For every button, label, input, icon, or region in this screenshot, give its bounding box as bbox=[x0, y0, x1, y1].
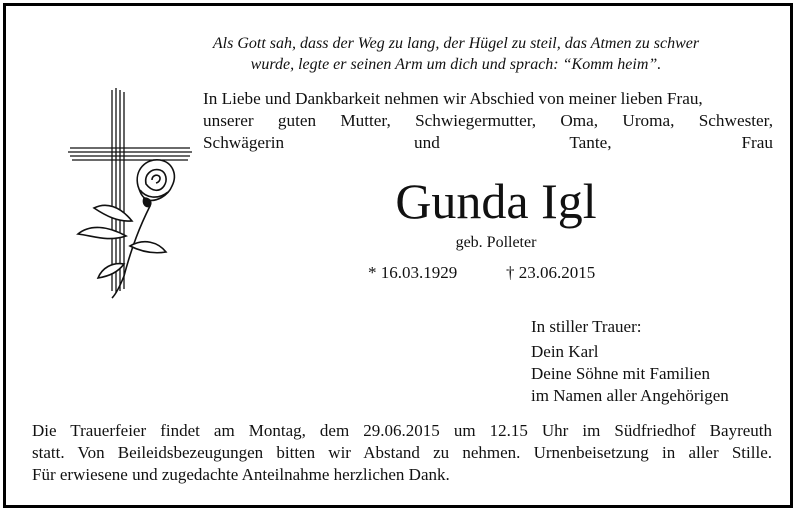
mourner-line-2: Deine Söhne mit Familien bbox=[531, 364, 710, 383]
quote-line-2: wurde, legte er seinen Arm um dich und sprach: “Komm heim”. bbox=[250, 56, 662, 73]
mourner-line-3: im Namen aller Angehörigen bbox=[531, 386, 729, 405]
mourner-line-1: Dein Karl bbox=[531, 342, 599, 361]
quote-line-1: Als Gott sah, dass der Weg zu lang, der Hügel zu steil, das Atmen zu schwer bbox=[212, 35, 700, 52]
maiden-name: geb. Polleter bbox=[455, 234, 537, 251]
obituary-notice bbox=[3, 3, 793, 508]
death-date: † 23.06.2015 bbox=[506, 263, 596, 282]
service-line-2: statt. Von Beileidsbezeugungen bitten wir Abstand zu nehmen. Urnenbeisetzung in aller Stille. bbox=[32, 443, 772, 462]
birth-date: * 16.03.1929 bbox=[368, 263, 458, 282]
cross-with-rose-icon bbox=[68, 86, 198, 301]
intro-line-3: Schwägerin und Tante, Frau bbox=[203, 133, 773, 152]
intro-line-1: In Liebe und Dankbarkeit nehmen wir Abschied von meiner lieben Frau, bbox=[203, 89, 703, 108]
mourners-heading: In stiller Trauer: bbox=[531, 317, 642, 336]
service-line-1: Die Trauerfeier findet am Montag, dem 29.06.2015 um 12.15 Uhr im Südfriedhof Bayreuth bbox=[32, 421, 772, 440]
service-line-3: Für erwiesene und zugedachte Anteilnahme herzlichen Dank. bbox=[32, 465, 450, 484]
deceased-name: Gunda Igl bbox=[395, 173, 597, 229]
intro-line-2: unserer guten Mutter, Schwiegermutter, Oma, Uroma, Schwester, bbox=[203, 111, 773, 130]
